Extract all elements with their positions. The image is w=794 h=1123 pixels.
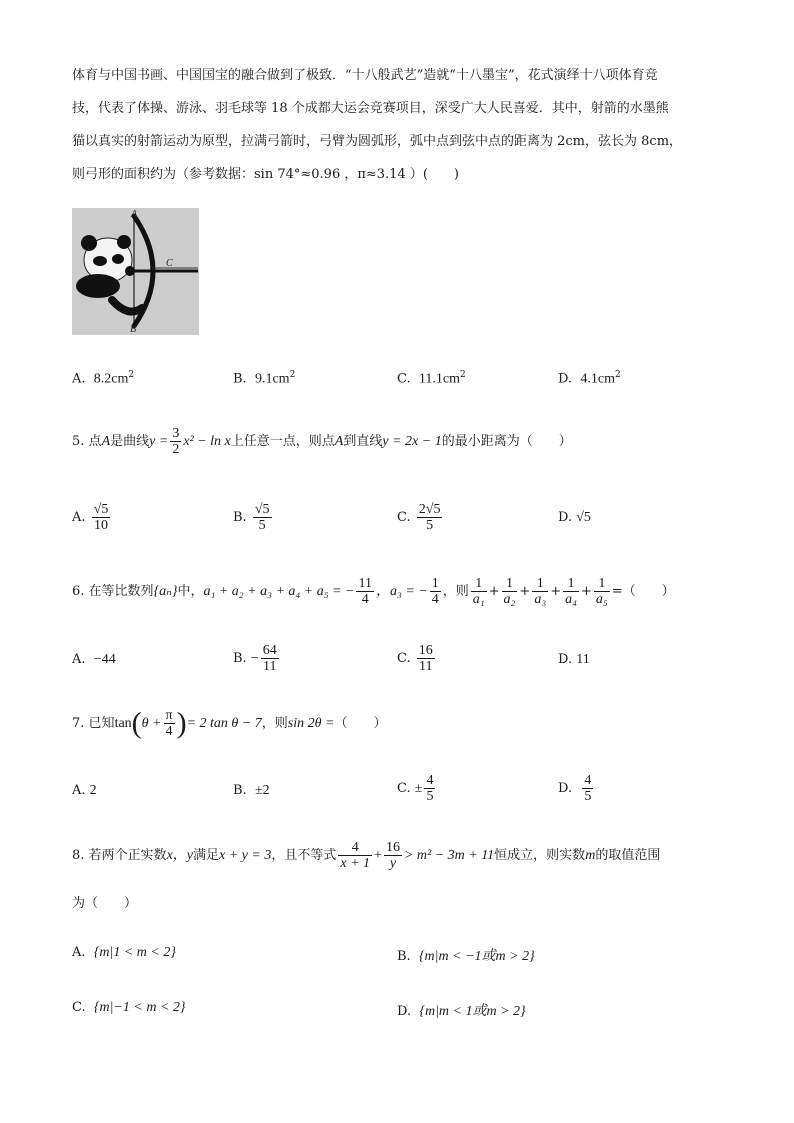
q5-option-a[interactable]: A. $\frac{√5}{10}$ [72, 502, 109, 533]
q4-line-1: 体育与中国书画、中国国宝的融合做到了极致．“十八般武艺”造就“十八墨宝”，花式演绎十八项体育竞 [72, 68, 658, 83]
q5-option-c[interactable]: C. $\frac{2√5}{5}$ [397, 502, 441, 533]
point-c-label: C [166, 258, 173, 269]
point-b-label: B [130, 324, 137, 335]
q6-option-b[interactable]: B. − $\frac{64}{11}$ [233, 643, 277, 674]
q5-option-d[interactable]: D. √5 [558, 510, 591, 525]
q4-option-d[interactable]: D. $4.1cm^2$ [558, 370, 621, 387]
q6-option-a[interactable]: A. −44 [72, 652, 116, 667]
q7-option-d[interactable]: D. $\frac{4}{5}$ [558, 773, 592, 804]
q6-stem: 6. 在等比数列{aₙ}中，a₁ + a₂ + a₃ + a₄ + a₅ = − $\frac{11}{4}$ ，a₃ = − $\frac{1}{4}$ ，则 $\frac{1}{\text{a₁}}$ + $\frac{1}{\text{a₂}}$ + $\frac{1}{\text{a₃}}$ + $\frac{1}{\text{a₄}}$ + $\frac{1}{\text{a₅}}$ =（ ） [72, 576, 675, 607]
q5-option-b[interactable]: B. $\frac{√5}{5}$ [233, 502, 270, 533]
q4-line-4: 则弓形的面积约为（参考数据：sin 74°≈0.96 ，π≈3.14 ）( ) [72, 167, 460, 182]
q6-option-c[interactable]: C. $\frac{16}{11}$ [397, 643, 433, 674]
q4-line-3: 猫以真实的射箭运动为原型，拉满弓箭时，弓臂为圆弧形，弧中点到弦中点的距离为 2cm，弦长为 8cm， [72, 134, 683, 149]
q8-stem: 8. 若两个正实数x，y满足x + y = 3，且不等式 $\frac{4}{x + 1}$ + $\frac{16}{y}$ > m² − 3m + 11恒成立，则实数m的取值范围 [72, 840, 661, 871]
q5-stem: 5. 点A是曲线y = $\frac{3}{2}$ x² − ln x上任意一点，则点A到直线y = 2x − 1的最小距离为（ ） [72, 426, 572, 457]
q4-line-2: 技，代表了体操、游泳、羽毛球等 18 个成都大运会竞赛项目，深受广大人民喜爱．其中，射箭的水墨熊 [72, 101, 669, 116]
q8-option-c[interactable]: C. {m|−1 < m < 2} [72, 1000, 186, 1015]
point-a-label: A [131, 209, 138, 220]
panda-archer-figure [72, 208, 199, 335]
q4-option-c[interactable]: C. $11.1cm^2$ [397, 370, 466, 387]
q8-option-b[interactable]: B. {m|m < −1或m > 2} [397, 949, 535, 964]
q8-option-a[interactable]: A. {m|1 < m < 2} [72, 945, 176, 960]
q4-option-b[interactable]: B. $9.1cm^2$ [233, 370, 296, 387]
q8-option-d[interactable]: D. {m|m < 1或m > 2} [397, 1004, 526, 1019]
q7-stem: 7. 已知tan(θ + $\frac{\pi}{4}$ )= 2 tan θ − 7，则sin 2θ =（ ） [72, 706, 387, 740]
q7-option-c[interactable]: C. ± $\frac{4}{5}$ [397, 773, 434, 804]
q6-option-d[interactable]: D. 11 [558, 652, 590, 667]
q8-stem-line-2: 为（ ） [72, 896, 138, 911]
panda-archer-illustration [72, 208, 199, 335]
q7-option-a[interactable]: A. 2 [72, 783, 97, 798]
q5-curve-fraction: $\frac{3}{2}$ [172, 426, 180, 457]
q4-option-a[interactable]: A. $8.2cm^2$ [72, 370, 135, 387]
q7-option-b[interactable]: B. ±2 [233, 783, 270, 798]
